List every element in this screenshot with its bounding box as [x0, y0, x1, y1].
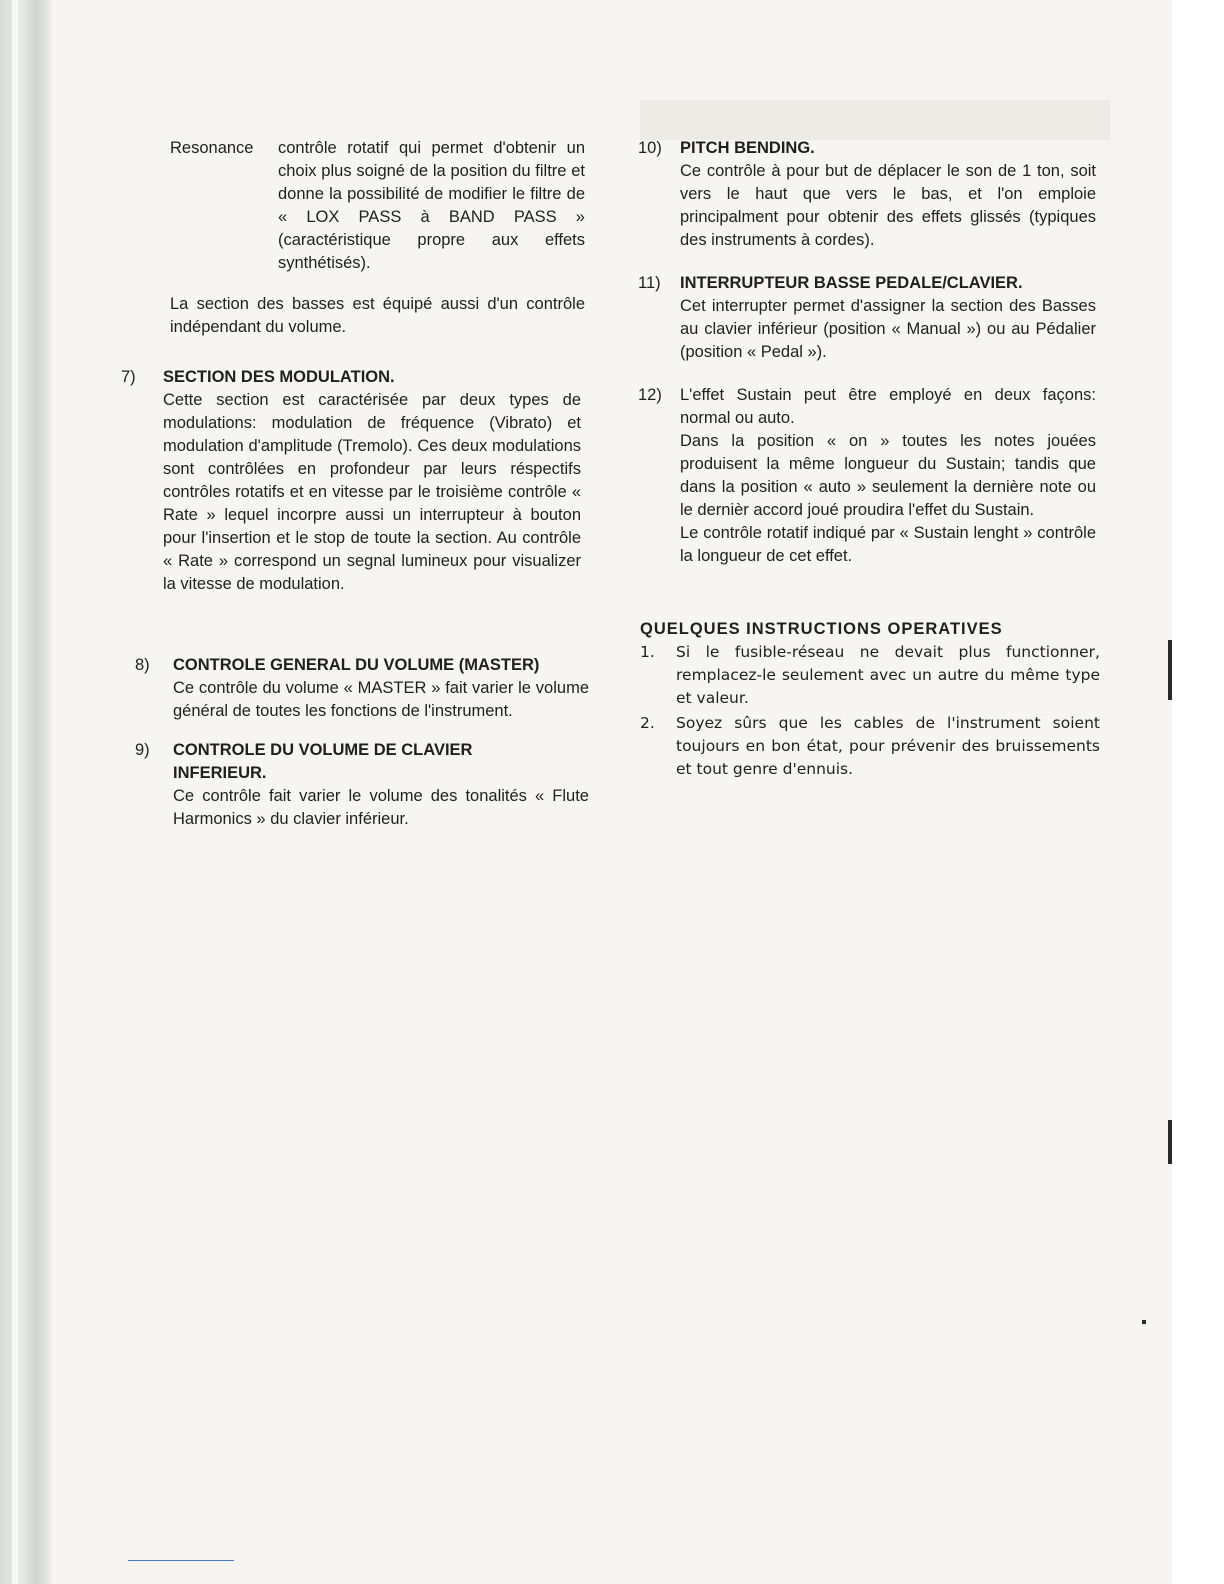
left-items — [121, 366, 581, 616]
item-heading: CONTROLE DU VOLUME DE CLAVIER INFERIEUR. — [173, 741, 473, 782]
left-items-b — [135, 654, 589, 851]
item-body: Cette section est caractérisée par deux types de modulations: modulation de fréquence (Vibrato) et modulation d'amplitude (Tremolo). Ces deux modulations sont contrôlées en profondeur par leurs réspectifs contrôles rotatifs et en vitesse par le troisième contrôle « Rate » lequel incorpre aussi un interrupteur à bouton pour l'insertion et le stop de toute la section. Au contrôle « Rate » correspond un segnal lumineux pour visualizer la vitesse de modulation. — [163, 391, 581, 593]
scan-mark — [1168, 1120, 1172, 1164]
item-body: L'effet Sustain peut être employé en deux façons: normal ou auto. — [680, 386, 1096, 427]
instruction-text: Si le fusible-réseau ne devait plus functionner, remplacez-le seulement avec un autre du même type et valeur. — [676, 643, 1100, 707]
item-number: 9) — [135, 741, 150, 759]
instruction-number: 2. — [640, 714, 655, 732]
item-heading: SECTION DES MODULATION. — [163, 368, 395, 386]
item-number: 8) — [135, 656, 150, 674]
item-body-2: Dans la position « on » toutes les notes jouées produisent la même longueur du Sustain; tandis que dans la position « auto » seulement la dernière note ou le dernièr accord joué proudira l'effet du Sustain. — [680, 432, 1096, 519]
item-12 — [638, 384, 1096, 568]
item-number: 11) — [638, 274, 661, 292]
item-body-3: Le contrôle rotatif indiqué par « Sustain lenght » contrôle la longueur de cet effet. — [680, 524, 1096, 565]
scan-mark — [1168, 640, 1172, 700]
left-column — [170, 137, 585, 339]
instruction-text: Soyez sûrs que les cables de l'instrument soient toujours en bon état, pour prévenir des bruissements et tout genre d'ennuis. — [676, 714, 1100, 778]
page-right-margin — [1172, 0, 1224, 1584]
item-heading: PITCH BENDING. — [680, 139, 815, 157]
instructions-section — [640, 618, 1100, 783]
resonance-term: Resonance — [170, 139, 254, 157]
bottom-rule — [128, 1560, 234, 1561]
instructions-title: QUELQUES INSTRUCTIONS OPERATIVES — [640, 620, 1003, 638]
item-8 — [135, 654, 589, 723]
item-body: Cet interrupter permet d'assigner la section des Basses au clavier inférieur (position « Manual ») ou au Pédalier (position « Pedal »). — [680, 297, 1096, 361]
item-number: 7) — [121, 368, 136, 386]
item-11 — [638, 272, 1096, 364]
right-column — [638, 137, 1096, 588]
instruction-item — [640, 641, 1100, 710]
item-heading: INTERRUPTEUR BASSE PEDALE/CLAVIER. — [680, 274, 1023, 292]
page-binding-edge — [0, 0, 52, 1584]
basses-note: La section des basses est équipé aussi d'un contrôle indépendant du volume. — [170, 295, 585, 336]
item-9 — [135, 739, 589, 831]
scan-mark — [1142, 1320, 1146, 1324]
instruction-number: 1. — [640, 643, 655, 661]
item-number: 12) — [638, 386, 662, 404]
item-number: 10) — [638, 139, 662, 157]
resonance-entry — [170, 137, 585, 275]
item-7 — [121, 366, 581, 596]
instruction-item — [640, 712, 1100, 781]
show-through-shadow — [640, 100, 1110, 140]
item-body: Ce contrôle fait varier le volume des tonalités « Flute Harmonics » du clavier inférieur. — [173, 787, 589, 828]
item-body: Ce contrôle du volume « MASTER » fait varier le volume général de toutes les fonctions de l'instrument. — [173, 679, 589, 720]
resonance-text: contrôle rotatif qui permet d'obtenir un choix plus soigné de la position du filtre et donne la possibilité de modifier le filtre de « LOX PASS à BAND PASS » (caractéristique propre aux effets synthétisés). — [278, 139, 585, 272]
item-10 — [638, 137, 1096, 252]
item-heading: CONTROLE GENERAL DU VOLUME (MASTER) — [173, 656, 540, 674]
item-body: Ce contrôle à pour but de déplacer le son de 1 ton, soit vers le haut que vers le bas, et l'on emploie principalment pour obtenir des effets glissés (typiques des instruments à cordes). — [680, 162, 1096, 249]
